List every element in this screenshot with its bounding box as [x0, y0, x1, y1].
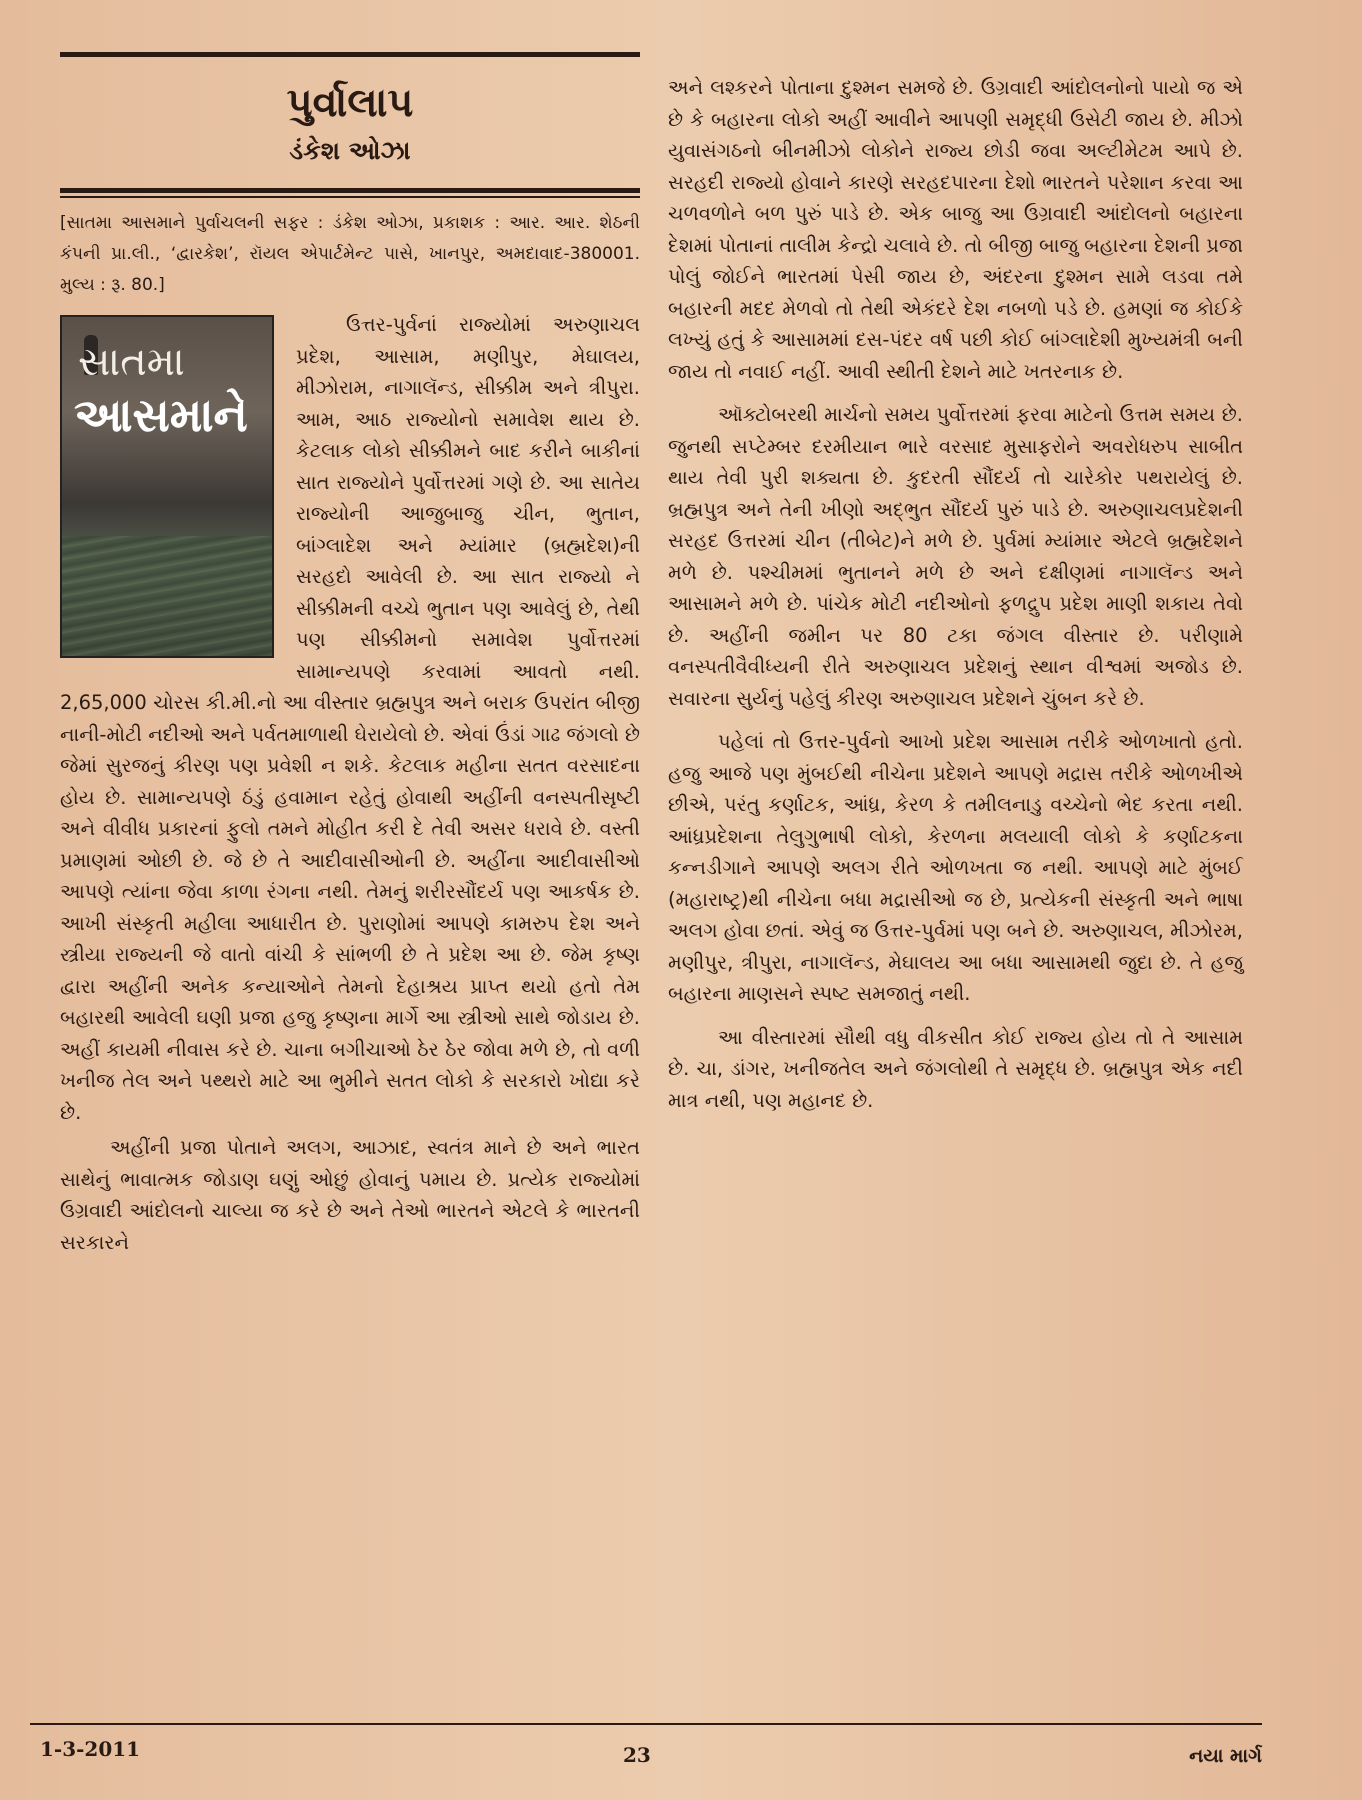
header-rule-thin — [60, 196, 640, 198]
cover-title-line1: સાતમા — [78, 339, 185, 385]
right-paragraph-4: આ વીસ્તારમાં સૌથી વધુ વીકસીત કોઈ રાજ્ય હોય તો તે આસામ છે. ચા, ડાંગર, ખનીજતેલ અને જંગલોથી તે સમૃદ્ધ છે. બ્રહ્મપુત્ર એક નદી માત્ર નથી, પણ મહાનદ છે. — [668, 1025, 1243, 1112]
right-column — [668, 72, 1243, 1116]
left-paragraph-1: ઉત્તર-પુર્વનાં રાજ્યોમાં અરુણાચલ પ્રદેશ, આસામ, મણીપુર, મેઘાલય, મીઝોરામ, નાગાલૅન્ડ, સીક્કીમ અને ત્રીપુરા. આમ, આઠ રાજ્યોનો સમાવેશ થાય છે. કેટલાક લોકો સીક્કીમને બાદ કરીને બાકીનાં સાત રાજ્યોને પુર્વોત્તરમાં ગણે છે. આ સાતેય રાજ્યોની આજુબાજુ ચીન, ભુતાન, બાંગ્લાદેશ અને મ્યાંમાર (બ્રહ્મદેશ)ની સરહદો આવેલી છે. આ સાત રાજ્યો ને સીક્કીમની વચ્ચે ભુતાન પણ આવેલું છે, તેથી પણ સીક્કીમનો સમાવેશ પુર્વોત્તરમાં સામાન્યપણે કરવામાં આવતો નથી. 2,65,000 ચોરસ કી.મી.નો આ વીસ્તાર બ્રહ્મપુત્ર અને બરાક ઉપરાંત બીજી નાની-મોટી નદીઓ અને પર્વતમાળાથી ઘેરાયેલો છે. એવાં ઉંડાં ગાઢ જંગલો છે જેમાં સુરજનું કીરણ પણ પ્રવેશી ન શકે. કેટલાક મહીના સતત વરસાદના હોય છે. સામાન્યપણે ઠંડું હવામાન રહેતું હોવાથી અહીંની વનસ્પતીસૃષ્ટી અને વીવીધ પ્રકારનાં ફુલો તમને મોહીત કરી દે તેવી અસર ધરાવે છે. વસ્તી પ્રમાણમાં ઓછી છે. જે છે તે આદીવાસીઓની છે. અહીંના આદીવાસીઓ આપણે ત્યાંના જેવા કાળા રંગના નથી. તેમનું શરીરસૌંદર્ય પણ આકર્ષક છે. આખી સંસ્કૃતી મહીલા આધારીત છે. પુરાણોમાં આપણે કામરુપ દેશ અને સ્ત્રીયા રાજ્યની જે વાતો વાંચી કે સાંભળી છે તે પ્રદેશ આ છે. જેમ કૃષ્ણ દ્વારા અહીંની અનેક કન્યાઓને તેમનો દેહાશ્રય પ્રાપ્ત થયો હતો તેમ બહારથી આવેલી ઘણી પ્રજા હજુ કૃષ્ણના માર્ગે આ સ્ત્રીઓ સાથે જોડાય છે. અહીં કાયમી નીવાસ કરે છે. ચાના બગીચાઓ ઠેર ઠેર જોવા મળે છે, તો વળી ખનીજ તેલ અને પથ્થરો માટે આ ભુમીને સતત લોકો કે સરકારો ખોદ્યા કરે છે. — [60, 313, 640, 1124]
page-footer — [30, 1723, 1262, 1767]
header-rule — [60, 188, 640, 193]
page-number: 23 — [623, 1743, 651, 1767]
issue-date: 1-3-2011 — [40, 1737, 141, 1761]
magazine-name: નયા માર્ગ — [1189, 1745, 1262, 1767]
left-paragraph-2: અહીંની પ્રજા પોતાને અલગ, આઝાદ, સ્વતંત્ર માને છે અને ભારત સાથેનું ભાવાત્મક જોડાણ ઘણું ઓછું હોવાનું પમાય છે. પ્રત્યેક રાજ્યોમાં ઉગ્રવાદી આંદોલનો ચાલ્યા જ કરે છે અને તેઓ ભારતને એટલે કે ભારતની સરકારને — [60, 1136, 640, 1254]
footer-rule — [30, 1723, 1262, 1725]
right-paragraph-3: પહેલાં તો ઉત્તર-પુર્વનો આખો પ્રદેશ આસામ તરીકે ઓળખાતો હતો. હજુ આજે પણ મુંબઈથી નીચેના પ્રદેશને આપણે મદ્રાસ તરીકે ઓળખીએ છીએ, પરંતુ કર્ણાટક, આંધ્ર, કેરળ કે તમીલનાડુ વચ્ચેનો ભેદ કરતા નથી. આંધ્રપ્રદેશના તેલુગુભાષી લોકો, કેરળના મલયાલી લોકો કે કર્ણાટકના કન્નડીગાને આપણે અલગ રીતે ઓળખતા જ નથી. આપણે માટે મુંબઈ (મહારાષ્ટ્ર)થી નીચેના બધા મદ્રાસીઓ જ છે, પ્રત્યેકની સંસ્કૃતી અને ભાષા અલગ હોવા છતાં. એવું જ ઉત્તર-પુર્વમાં પણ બને છે. અરુણાચલ, મીઝોરમ, મણીપુર, ત્રીપુરા, નાગાલૅન્ડ, મેઘાલય આ બધા આસામથી જુદા છે. તે હજુ બહારના માણસને સ્પષ્ટ સમજાતું નથી. — [668, 730, 1243, 1005]
article-author: ડંકેશ ઓઝા — [289, 136, 411, 165]
cover-title-line2: આસમાને — [74, 388, 248, 442]
book-cover-image — [60, 315, 274, 658]
top-rule — [60, 52, 640, 57]
right-paragraph-1: અને લશ્કરને પોતાના દુશ્મન સમજે છે. ઉગ્રવાદી આંદોલનોનો પાયો જ એ છે કે બહારના લોકો અહીં આવીને આપણી સમૃદ્ધી ઉસેટી જાય છે. મીઝો યુવાસંગઠનો બીનમીઝો લોકોને રાજ્ય છોડી જવા અલ્ટીમેટમ આપે છે. સરહદી રાજ્યો હોવાને કારણે સરહદપારના દેશો ભારતને પરેશાન કરવા આ ચળવળોને બળ પુરું પાડે છે. એક બાજુ આ ઉગ્રવાદી આંદોલનો બહારના દેશમાં પોતાનાં તાલીમ કેન્દ્રો ચલાવે છે. તો બીજી બાજુ બહારના દેશની પ્રજા પોલું જોઈને ભારતમાં પેસી જાય છે, અંદરના દુશ્મન સામે લડવા તમે બહારની મદદ મેળવો તો તેથી એકંદરે દેશ નબળો પડે છે. હમણાં જ કોઈકે લખ્યું હતું કે આસામમાં દસ-પંદર વર્ષ પછી કોઈ બાંગ્લાદેશી મુખ્યમંત્રી બની જાય તો નવાઈ નહીં. આવી સ્થીતી દેશને માટે ખતરનાક છે. — [668, 76, 1244, 383]
left-column — [60, 52, 640, 1258]
cover-landscape — [62, 536, 272, 656]
article-title: પુર્વાલાપ — [286, 79, 414, 126]
book-details: [સાતમા આસમાને પુર્વાચલની સફર : ડંકેશ ઓઝા, પ્રકાશક : આર. આર. શેઠની કંપની પ્રા.લી., ‘દ્વારકેશ’, રૉયલ એપાર્ટમેન્ટ પાસે, ખાનપુર, અમદાવાદ-380001. મુલ્ય : રૂ. 80.] — [60, 213, 640, 295]
right-paragraph-2: ઑક્ટોબરથી માર્ચનો સમય પુર્વોત્તરમાં ફરવા માટેનો ઉત્તમ સમય છે. જુનથી સપ્ટેમ્બર દરમીયાન ભારે વરસાદ મુસાફરોને અવરોધરુપ સાબીત થાય તેવી પુરી શક્યતા છે. કુદરતી સૌંદર્ય તો ચારેકોર પથરાયેલું છે. બ્રહ્મપુત્ર અને તેની ખીણો અદ્ભુત સૌંદર્ય પુરું પાડે છે. અરુણાચલપ્રદેશની સરહદ ઉત્તરમાં ચીન (તીબેટ)ને મળે છે. પુર્વમાં મ્યાંમાર એટલે બ્રહ્મદેશને મળે છે. પશ્ચીમમાં ભુતાનને મળે છે અને દક્ષીણમાં નાગાલૅન્ડ અને આસામને મળે છે. પાંચેક મોટી નદીઓનો ફળદ્રુપ પ્રદેશ માણી શકાય તેવો છે. અહીંની જમીન પર 80 ટકા જંગલ વીસ્તાર છે. પરીણામે વનસ્પતીવૈવીધ્યની રીતે અરુણાચલ પ્રદેશનું સ્થાન વીશ્વમાં અજોડ છે. સવારના સુર્યનું પહેલું કીરણ અરુણાચલ પ્રદેશને ચુંબન કરે છે. — [668, 403, 1243, 710]
